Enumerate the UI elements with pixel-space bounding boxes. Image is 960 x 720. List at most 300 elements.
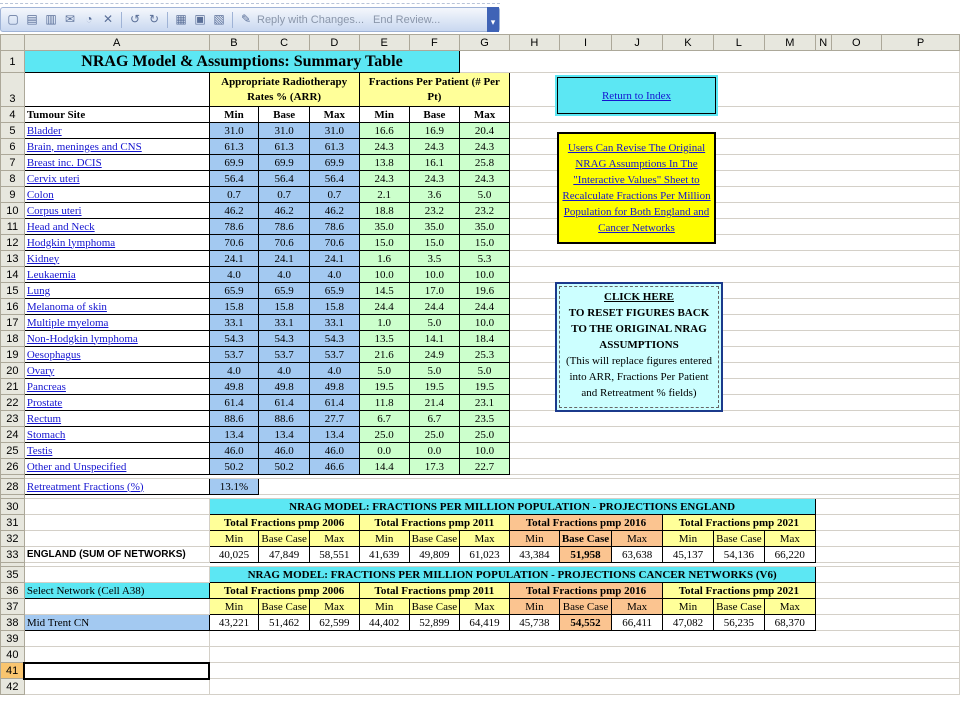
fpp-value-cell[interactable]: 16.9	[409, 123, 460, 139]
column-header[interactable]: C	[259, 35, 310, 51]
min-header[interactable]: Min	[209, 107, 259, 123]
mail-icon[interactable]: ✉	[64, 12, 76, 26]
arr-value-cell[interactable]: 24.1	[259, 251, 310, 267]
cell[interactable]	[815, 499, 959, 515]
arr-value-cell[interactable]: 4.0	[209, 267, 259, 283]
row-header[interactable]: 10	[1, 203, 25, 219]
fpp-value-cell[interactable]: 24.4	[409, 299, 460, 315]
base-header[interactable]: Base	[259, 107, 310, 123]
fpp-value-cell[interactable]: 0.0	[409, 443, 460, 459]
network-value-cell[interactable]: 43,221	[209, 615, 259, 631]
fpp-value-cell[interactable]: 15.0	[359, 235, 409, 251]
row-header[interactable]: 7	[1, 155, 25, 171]
network-sub-header[interactable]: Max	[460, 599, 510, 615]
fpp-value-cell[interactable]: 10.0	[460, 315, 510, 331]
england-value-cell[interactable]: 49,809	[409, 547, 460, 563]
fpp-value-cell[interactable]: 3.6	[409, 187, 460, 203]
england-sub-header[interactable]: Base Case	[259, 531, 310, 547]
england-value-cell[interactable]: 45,137	[663, 547, 714, 563]
arr-value-cell[interactable]: 69.9	[209, 155, 259, 171]
england-sub-header[interactable]: Max	[764, 531, 815, 547]
fpp-value-cell[interactable]: 24.3	[359, 171, 409, 187]
row-header[interactable]: 36	[1, 583, 25, 599]
england-sub-header[interactable]: Base Case	[559, 531, 611, 547]
row-header[interactable]: 3	[1, 73, 25, 107]
retreatment-label[interactable]: Retreatment Fractions (%)	[24, 479, 209, 495]
england-sub-header[interactable]: Max	[460, 531, 510, 547]
arr-value-cell[interactable]: 78.6	[309, 219, 359, 235]
england-value-cell[interactable]: 58,551	[309, 547, 359, 563]
arr-value-cell[interactable]: 61.3	[259, 139, 310, 155]
england-period-header[interactable]: Total Fractions pmp 2011	[359, 515, 509, 531]
arr-value-cell[interactable]: 46.0	[259, 443, 310, 459]
arr-value-cell[interactable]: 69.9	[259, 155, 310, 171]
column-header[interactable]: E	[359, 35, 409, 51]
fpp-value-cell[interactable]: 24.4	[460, 299, 510, 315]
arr-value-cell[interactable]: 33.1	[259, 315, 310, 331]
row-header[interactable]: 14	[1, 267, 25, 283]
england-value-cell[interactable]: 43,384	[509, 547, 559, 563]
arr-value-cell[interactable]: 15.8	[209, 299, 259, 315]
new-icon[interactable]: ▢	[7, 12, 19, 26]
network-value-cell[interactable]: 51,462	[259, 615, 310, 631]
arr-value-cell[interactable]: 70.6	[259, 235, 310, 251]
row-header[interactable]: 28	[1, 479, 25, 495]
cell[interactable]	[815, 531, 959, 547]
row-header[interactable]: 17	[1, 315, 25, 331]
arr-value-cell[interactable]: 65.9	[259, 283, 310, 299]
network-sub-header[interactable]: Max	[309, 599, 359, 615]
row-header[interactable]: 42	[1, 679, 25, 695]
fpp-header[interactable]: Fractions Per Patient (# Per Pt)	[359, 73, 509, 107]
network-projection-title[interactable]: NRAG MODEL: FRACTIONS PER MILLION POPULATION - PROJECTIONS CANCER NETWORKS (V6)	[209, 567, 815, 583]
fpp-value-cell[interactable]: 19.5	[460, 379, 510, 395]
arr-value-cell[interactable]: 13.4	[259, 427, 310, 443]
cell[interactable]	[815, 547, 959, 563]
fpp-value-cell[interactable]: 14.1	[409, 331, 460, 347]
cell[interactable]	[209, 631, 959, 647]
cell[interactable]	[259, 479, 960, 495]
fpp-value-cell[interactable]: 18.4	[460, 331, 510, 347]
arr-value-cell[interactable]: 15.8	[309, 299, 359, 315]
arr-value-cell[interactable]: 50.2	[259, 459, 310, 475]
england-sub-header[interactable]: Min	[509, 531, 559, 547]
england-value-cell[interactable]: 47,849	[259, 547, 310, 563]
arr-value-cell[interactable]: 61.3	[209, 139, 259, 155]
fpp-value-cell[interactable]: 13.5	[359, 331, 409, 347]
fpp-value-cell[interactable]: 1.6	[359, 251, 409, 267]
arr-value-cell[interactable]: 54.3	[259, 331, 310, 347]
print-icon[interactable]: ▦	[175, 12, 187, 26]
row-header[interactable]: 33	[1, 547, 25, 563]
arr-value-cell[interactable]: 0.7	[259, 187, 310, 203]
fpp-value-cell[interactable]: 19.5	[409, 379, 460, 395]
save-icon[interactable]: ▣	[194, 12, 206, 26]
england-sub-header[interactable]: Min	[359, 531, 409, 547]
column-header[interactable]: J	[612, 35, 663, 51]
fpp-value-cell[interactable]: 24.3	[409, 139, 460, 155]
discuss-icon[interactable]: ◔	[85, 12, 93, 26]
arr-value-cell[interactable]: 46.0	[209, 443, 259, 459]
arr-value-cell[interactable]: 54.3	[209, 331, 259, 347]
cell[interactable]	[24, 515, 209, 531]
row-header[interactable]: 23	[1, 411, 25, 427]
fpp-value-cell[interactable]: 23.2	[409, 203, 460, 219]
cell[interactable]	[509, 427, 959, 443]
cell[interactable]	[209, 663, 959, 679]
arr-value-cell[interactable]: 31.0	[309, 123, 359, 139]
arr-value-cell[interactable]: 31.0	[209, 123, 259, 139]
tumour-site-link[interactable]: Brain, meninges and CNS	[24, 139, 209, 155]
arr-value-cell[interactable]: 24.1	[209, 251, 259, 267]
england-value-cell[interactable]: 63,638	[612, 547, 663, 563]
fpp-value-cell[interactable]: 24.4	[359, 299, 409, 315]
fpp-value-cell[interactable]: 18.8	[359, 203, 409, 219]
fpp-value-cell[interactable]: 5.3	[460, 251, 510, 267]
tumour-site-link[interactable]: Prostate	[24, 395, 209, 411]
england-sub-header[interactable]: Max	[612, 531, 663, 547]
cell[interactable]	[815, 615, 959, 631]
fpp-value-cell[interactable]: 23.2	[460, 203, 510, 219]
network-value-cell[interactable]: 56,235	[713, 615, 764, 631]
arr-value-cell[interactable]: 70.6	[209, 235, 259, 251]
column-header[interactable]: D	[309, 35, 359, 51]
tumour-site-link[interactable]: Breast inc. DCIS	[24, 155, 209, 171]
network-period-header[interactable]: Total Fractions pmp 2016	[509, 583, 662, 599]
network-name-cell[interactable]: Mid Trent CN	[24, 615, 209, 631]
england-projection-title[interactable]: NRAG MODEL: FRACTIONS PER MILLION POPULATION - PROJECTIONS ENGLAND	[209, 499, 815, 515]
end-review-button[interactable]: End Review...	[373, 13, 441, 26]
fpp-value-cell[interactable]: 13.8	[359, 155, 409, 171]
arr-value-cell[interactable]: 56.4	[309, 171, 359, 187]
cell[interactable]	[509, 267, 959, 283]
column-header[interactable]: B	[209, 35, 259, 51]
cell[interactable]	[509, 411, 959, 427]
row-header[interactable]: 4	[1, 107, 25, 123]
column-header[interactable]: A	[24, 35, 209, 51]
arr-value-cell[interactable]: 53.7	[209, 347, 259, 363]
fpp-value-cell[interactable]: 17.0	[409, 283, 460, 299]
arr-value-cell[interactable]: 50.2	[209, 459, 259, 475]
row-header[interactable]: 40	[1, 647, 25, 663]
row-header[interactable]: 25	[1, 443, 25, 459]
fpp-value-cell[interactable]: 15.0	[409, 235, 460, 251]
open-icon[interactable]: ▤	[26, 12, 38, 26]
cell[interactable]	[24, 73, 209, 107]
arr-value-cell[interactable]: 46.2	[259, 203, 310, 219]
arr-value-cell[interactable]: 61.3	[309, 139, 359, 155]
row-header[interactable]: 21	[1, 379, 25, 395]
fpp-value-cell[interactable]: 17.3	[409, 459, 460, 475]
row-header[interactable]: 32	[1, 531, 25, 547]
arr-header[interactable]: Appropriate Radiotherapy Rates % (ARR)	[209, 73, 359, 107]
england-value-cell[interactable]: 54,136	[713, 547, 764, 563]
england-value-cell[interactable]: 61,023	[460, 547, 510, 563]
tumour-site-link[interactable]: Melanoma of skin	[24, 299, 209, 315]
tumour-site-link[interactable]: Head and Neck	[24, 219, 209, 235]
arr-value-cell[interactable]: 61.4	[209, 395, 259, 411]
network-value-cell[interactable]: 62,599	[309, 615, 359, 631]
undo-icon[interactable]: ↺	[129, 12, 141, 26]
england-sub-header[interactable]: Min	[209, 531, 259, 547]
arr-value-cell[interactable]: 33.1	[309, 315, 359, 331]
fpp-value-cell[interactable]: 5.0	[460, 363, 510, 379]
fpp-value-cell[interactable]: 2.1	[359, 187, 409, 203]
arr-value-cell[interactable]: 65.9	[209, 283, 259, 299]
fpp-value-cell[interactable]: 11.8	[359, 395, 409, 411]
row-header[interactable]: 26	[1, 459, 25, 475]
cell[interactable]	[24, 531, 209, 547]
column-header[interactable]: L	[713, 35, 764, 51]
fpp-value-cell[interactable]: 35.0	[409, 219, 460, 235]
fpp-value-cell[interactable]: 23.5	[460, 411, 510, 427]
network-sub-header[interactable]: Min	[663, 599, 714, 615]
fpp-value-cell[interactable]: 16.6	[359, 123, 409, 139]
tumour-site-link[interactable]: Kidney	[24, 251, 209, 267]
row-header[interactable]: 8	[1, 171, 25, 187]
arr-value-cell[interactable]: 15.8	[259, 299, 310, 315]
tumour-site-link[interactable]: Stomach	[24, 427, 209, 443]
row-header[interactable]: 13	[1, 251, 25, 267]
fpp-value-cell[interactable]: 35.0	[359, 219, 409, 235]
tumour-site-link[interactable]: Leukaemia	[24, 267, 209, 283]
max-header[interactable]: Max	[460, 107, 510, 123]
cell[interactable]	[24, 599, 209, 615]
arr-value-cell[interactable]: 27.7	[309, 411, 359, 427]
arr-value-cell[interactable]: 46.6	[309, 459, 359, 475]
arr-value-cell[interactable]: 78.6	[259, 219, 310, 235]
summary-title[interactable]: NRAG Model & Assumptions: Summary Table	[24, 51, 459, 73]
arr-value-cell[interactable]: 53.7	[259, 347, 310, 363]
fpp-value-cell[interactable]: 22.7	[460, 459, 510, 475]
cell[interactable]	[460, 51, 960, 73]
network-sub-header[interactable]: Min	[509, 599, 559, 615]
arr-value-cell[interactable]: 46.0	[309, 443, 359, 459]
fpp-value-cell[interactable]: 5.0	[409, 315, 460, 331]
column-header[interactable]: F	[409, 35, 460, 51]
arr-value-cell[interactable]: 4.0	[309, 267, 359, 283]
close-review-icon[interactable]: ✕	[102, 12, 114, 26]
england-value-cell[interactable]: 66,220	[764, 547, 815, 563]
redo-icon[interactable]: ↻	[148, 12, 160, 26]
fpp-value-cell[interactable]: 10.0	[409, 267, 460, 283]
arr-value-cell[interactable]: 56.4	[209, 171, 259, 187]
row-header[interactable]: 1	[1, 51, 25, 73]
fpp-value-cell[interactable]: 19.5	[359, 379, 409, 395]
row-header[interactable]: 11	[1, 219, 25, 235]
tumour-site-link[interactable]: Ovary	[24, 363, 209, 379]
arr-value-cell[interactable]: 4.0	[259, 363, 310, 379]
england-value-cell[interactable]: 51,958	[559, 547, 611, 563]
row-header[interactable]: 19	[1, 347, 25, 363]
row-header[interactable]: 20	[1, 363, 25, 379]
arr-value-cell[interactable]: 33.1	[209, 315, 259, 331]
arr-value-cell[interactable]: 24.1	[309, 251, 359, 267]
arr-value-cell[interactable]: 53.7	[309, 347, 359, 363]
arr-value-cell[interactable]: 88.6	[259, 411, 310, 427]
arr-value-cell[interactable]: 49.8	[309, 379, 359, 395]
fpp-value-cell[interactable]: 6.7	[409, 411, 460, 427]
network-value-cell[interactable]: 52,899	[409, 615, 460, 631]
fpp-value-cell[interactable]: 23.1	[460, 395, 510, 411]
fpp-value-cell[interactable]: 24.3	[460, 139, 510, 155]
arr-value-cell[interactable]: 56.4	[259, 171, 310, 187]
max-header[interactable]: Max	[309, 107, 359, 123]
fpp-value-cell[interactable]: 25.0	[409, 427, 460, 443]
fpp-value-cell[interactable]: 3.5	[409, 251, 460, 267]
england-period-header[interactable]: Total Fractions pmp 2021	[663, 515, 816, 531]
track-changes-icon[interactable]: ▧	[213, 12, 225, 26]
arr-value-cell[interactable]: 31.0	[259, 123, 310, 139]
england-sub-header[interactable]: Base Case	[409, 531, 460, 547]
row-header[interactable]: 15	[1, 283, 25, 299]
network-period-header[interactable]: Total Fractions pmp 2011	[359, 583, 509, 599]
arr-value-cell[interactable]: 4.0	[209, 363, 259, 379]
tumour-site-link[interactable]: Bladder	[24, 123, 209, 139]
row-header[interactable]: 38	[1, 615, 25, 631]
column-header[interactable]: M	[764, 35, 815, 51]
network-value-cell[interactable]: 64,419	[460, 615, 510, 631]
network-sub-header[interactable]: Base Case	[713, 599, 764, 615]
active-cell[interactable]	[24, 663, 209, 679]
network-sub-header[interactable]: Min	[359, 599, 409, 615]
arr-value-cell[interactable]: 65.9	[309, 283, 359, 299]
fpp-value-cell[interactable]: 15.0	[460, 235, 510, 251]
network-value-cell[interactable]: 45,738	[509, 615, 559, 631]
arr-value-cell[interactable]: 13.4	[309, 427, 359, 443]
england-value-cell[interactable]: 41,639	[359, 547, 409, 563]
tumour-site-link[interactable]: Cervix uteri	[24, 171, 209, 187]
fpp-value-cell[interactable]: 6.7	[359, 411, 409, 427]
tumour-site-link[interactable]: Oesophagus	[24, 347, 209, 363]
fpp-value-cell[interactable]: 19.6	[460, 283, 510, 299]
cell[interactable]	[24, 679, 209, 695]
column-header[interactable]: O	[831, 35, 881, 51]
row-header[interactable]: 35	[1, 567, 25, 583]
column-header[interactable]: I	[559, 35, 611, 51]
column-header[interactable]: G	[460, 35, 510, 51]
fpp-value-cell[interactable]: 21.4	[409, 395, 460, 411]
tumour-site-link[interactable]: Rectum	[24, 411, 209, 427]
min-header[interactable]: Min	[359, 107, 409, 123]
tumour-site-link[interactable]: Corpus uteri	[24, 203, 209, 219]
tumour-site-link[interactable]: Testis	[24, 443, 209, 459]
network-period-header[interactable]: Total Fractions pmp 2006	[209, 583, 359, 599]
fpp-value-cell[interactable]: 21.6	[359, 347, 409, 363]
row-header[interactable]: 16	[1, 299, 25, 315]
column-header[interactable]: K	[663, 35, 714, 51]
row-header[interactable]: 22	[1, 395, 25, 411]
fpp-value-cell[interactable]: 1.0	[359, 315, 409, 331]
revise-assumptions-link[interactable]: Users Can Revise The Original NRAG Assumptions In The "Interactive Values" Sheet to Recalculate Fractions Per Million Population for Both England and Cancer Networks	[557, 132, 716, 244]
fpp-value-cell[interactable]: 20.4	[460, 123, 510, 139]
cell[interactable]	[815, 599, 959, 615]
arr-value-cell[interactable]: 4.0	[309, 363, 359, 379]
cell[interactable]	[509, 251, 959, 267]
toolbar-options-icon[interactable]: ▾	[487, 7, 499, 32]
tumour-site-link[interactable]: Pancreas	[24, 379, 209, 395]
cell[interactable]	[209, 679, 959, 695]
arr-value-cell[interactable]: 13.4	[209, 427, 259, 443]
row-header[interactable]: 6	[1, 139, 25, 155]
england-sub-header[interactable]: Max	[309, 531, 359, 547]
england-sub-header[interactable]: Base Case	[713, 531, 764, 547]
fpp-value-cell[interactable]: 25.0	[359, 427, 409, 443]
network-value-cell[interactable]: 47,082	[663, 615, 714, 631]
arr-value-cell[interactable]: 46.2	[309, 203, 359, 219]
arr-value-cell[interactable]: 61.4	[309, 395, 359, 411]
fpp-value-cell[interactable]: 10.0	[460, 267, 510, 283]
arr-value-cell[interactable]: 54.3	[309, 331, 359, 347]
row-header[interactable]: 30	[1, 499, 25, 515]
row-header[interactable]: 9	[1, 187, 25, 203]
fpp-value-cell[interactable]: 14.5	[359, 283, 409, 299]
arr-value-cell[interactable]: 0.7	[209, 187, 259, 203]
arr-value-cell[interactable]: 61.4	[259, 395, 310, 411]
fpp-value-cell[interactable]: 25.8	[460, 155, 510, 171]
cell[interactable]	[815, 567, 959, 583]
fpp-value-cell[interactable]: 5.0	[460, 187, 510, 203]
select-network-label[interactable]: Select Network (Cell A38)	[24, 583, 209, 599]
fpp-value-cell[interactable]: 10.0	[359, 267, 409, 283]
network-value-cell[interactable]: 44,402	[359, 615, 409, 631]
cell[interactable]	[24, 567, 209, 583]
row-header[interactable]: 37	[1, 599, 25, 615]
cell[interactable]	[24, 499, 209, 515]
reply-icon[interactable]: ✎	[240, 12, 252, 26]
cell[interactable]	[24, 647, 209, 663]
fpp-value-cell[interactable]: 5.0	[359, 363, 409, 379]
cell[interactable]	[815, 515, 959, 531]
fpp-value-cell[interactable]: 24.3	[359, 139, 409, 155]
row-header[interactable]: 18	[1, 331, 25, 347]
network-sub-header[interactable]: Base Case	[409, 599, 460, 615]
row-header[interactable]: 31	[1, 515, 25, 531]
arr-value-cell[interactable]: 69.9	[309, 155, 359, 171]
fpp-value-cell[interactable]: 24.3	[460, 171, 510, 187]
row-header[interactable]: 39	[1, 631, 25, 647]
arr-value-cell[interactable]: 88.6	[209, 411, 259, 427]
cell[interactable]	[209, 647, 959, 663]
reset-figures-button[interactable]	[555, 282, 723, 412]
arr-value-cell[interactable]: 0.7	[309, 187, 359, 203]
england-sub-header[interactable]: Min	[663, 531, 714, 547]
network-sub-header[interactable]: Base Case	[559, 599, 611, 615]
row-header[interactable]: 5	[1, 123, 25, 139]
arr-value-cell[interactable]: 78.6	[209, 219, 259, 235]
arr-value-cell[interactable]: 70.6	[309, 235, 359, 251]
network-period-header[interactable]: Total Fractions pmp 2021	[663, 583, 816, 599]
row-header[interactable]: 12	[1, 235, 25, 251]
arr-value-cell[interactable]: 49.8	[209, 379, 259, 395]
fpp-value-cell[interactable]: 24.3	[409, 171, 460, 187]
arr-value-cell[interactable]: 46.2	[209, 203, 259, 219]
tumour-site-link[interactable]: Hodgkin lymphoma	[24, 235, 209, 251]
base-header[interactable]: Base	[409, 107, 460, 123]
network-value-cell[interactable]: 68,370	[764, 615, 815, 631]
fpp-value-cell[interactable]: 14.4	[359, 459, 409, 475]
network-sub-header[interactable]: Min	[209, 599, 259, 615]
fpp-value-cell[interactable]: 25.0	[460, 427, 510, 443]
retreatment-value[interactable]: 13.1%	[209, 479, 259, 495]
fpp-value-cell[interactable]: 24.9	[409, 347, 460, 363]
network-value-cell[interactable]: 54,552	[559, 615, 611, 631]
row-header[interactable]: 24	[1, 427, 25, 443]
cell[interactable]	[24, 631, 209, 647]
fpp-value-cell[interactable]: 35.0	[460, 219, 510, 235]
network-sub-header[interactable]: Max	[764, 599, 815, 615]
cell[interactable]	[509, 443, 959, 459]
